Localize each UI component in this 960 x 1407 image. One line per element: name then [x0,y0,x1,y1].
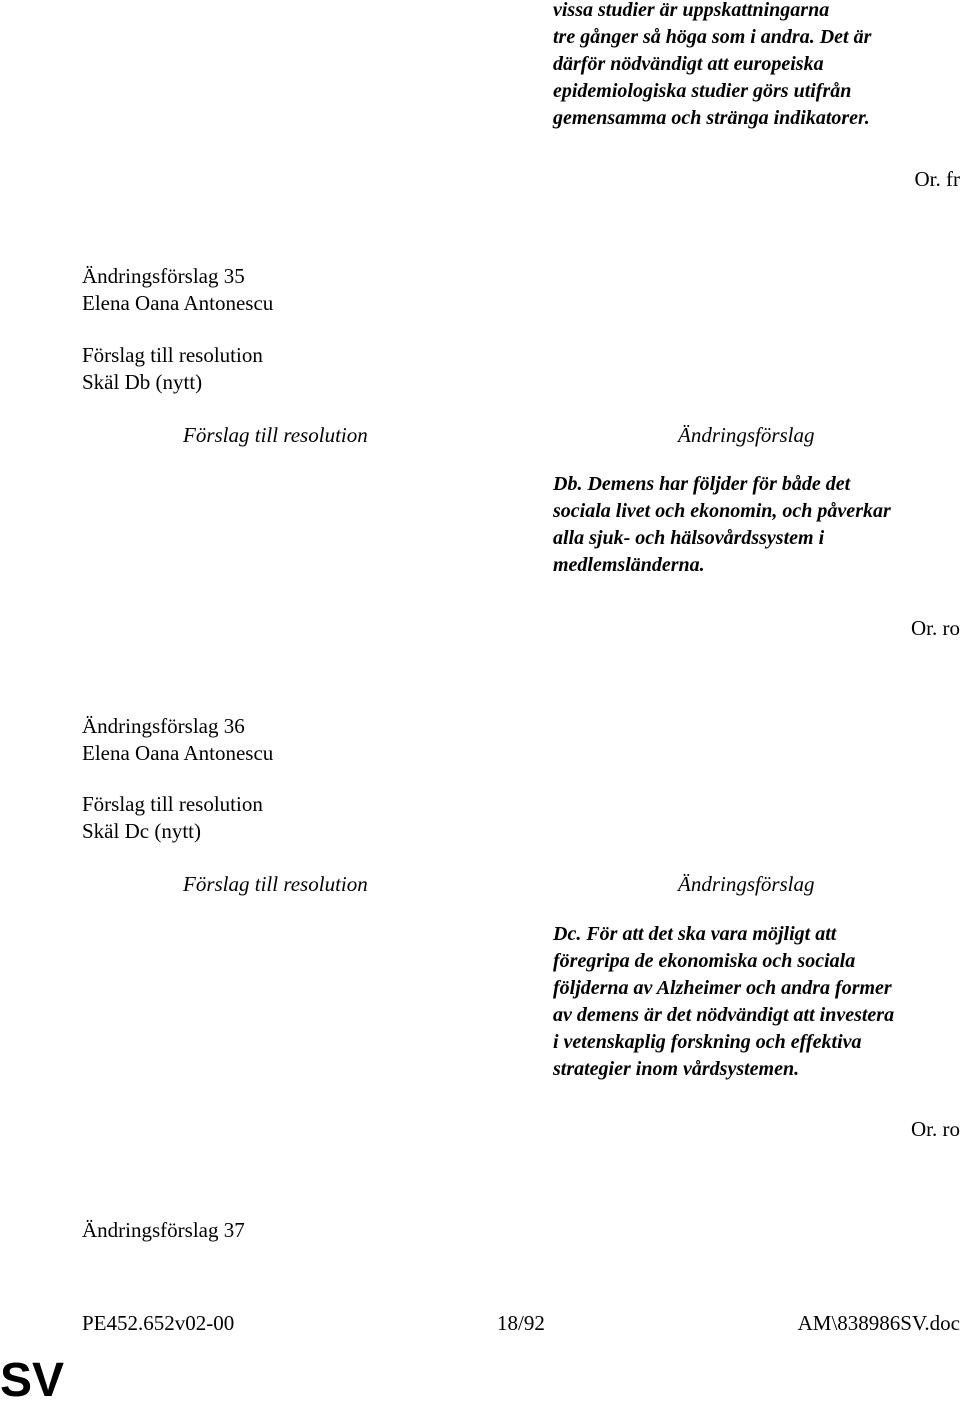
language-code: SV [0,1356,64,1406]
footer-page-number: 18/92 [497,1310,545,1337]
text-line: vissa studier är uppskattningarna [553,0,960,24]
column-header-left: Förslag till resolution [183,422,368,449]
text-line: alla sjuk- och hälsovårdssystem i [553,525,960,552]
amendment-text [553,921,960,1083]
original-language: Or. ro [911,1116,960,1143]
text-line: av demens är det nödvändigt att investera [553,1002,960,1029]
text-line: i vetenskaplig forskning och effektiva [553,1029,960,1056]
text-line: gemensamma och stränga indikatorer. [553,105,960,132]
text-line: följderna av Alzheimer och andra former [553,975,960,1002]
footer-file-name: AM\838986SV.doc [798,1310,960,1337]
text-line: Db. Demens har följder för både det [553,471,960,498]
text-line: medlemsländerna. [553,552,960,579]
amendment-number: Ändringsförslag 36 [82,713,245,740]
document-type: Förslag till resolution [82,791,263,818]
amendment-number: Ändringsförslag 37 [82,1217,245,1244]
amendment-author: Elena Oana Antonescu [82,740,273,767]
text-line: tre gånger så höga som i andra. Det är [553,24,960,51]
column-header-right: Ändringsförslag [678,871,815,898]
amendment-number: Ändringsförslag 35 [82,263,245,290]
original-language: Or. fr [915,166,960,193]
column-header-left: Förslag till resolution [183,871,368,898]
text-line: epidemiologiska studier görs utifrån [553,78,960,105]
amendment-text [553,471,960,579]
text-line: Dc. För att det ska vara möjligt att [553,921,960,948]
document-type: Förslag till resolution [82,342,263,369]
amendment-reference: Skäl Db (nytt) [82,369,202,396]
amendment-author: Elena Oana Antonescu [82,290,273,317]
footer-doc-ref: PE452.652v02-00 [82,1310,234,1337]
continued-amendment-text [553,0,960,132]
text-line: strategier inom vårdsystemen. [553,1056,960,1083]
text-line: sociala livet och ekonomin, och påverkar [553,498,960,525]
original-language: Or. ro [911,615,960,642]
column-header-right: Ändringsförslag [678,422,815,449]
amendment-reference: Skäl Dc (nytt) [82,818,201,845]
text-line: därför nödvändigt att europeiska [553,51,960,78]
text-line: föregripa de ekonomiska och sociala [553,948,960,975]
